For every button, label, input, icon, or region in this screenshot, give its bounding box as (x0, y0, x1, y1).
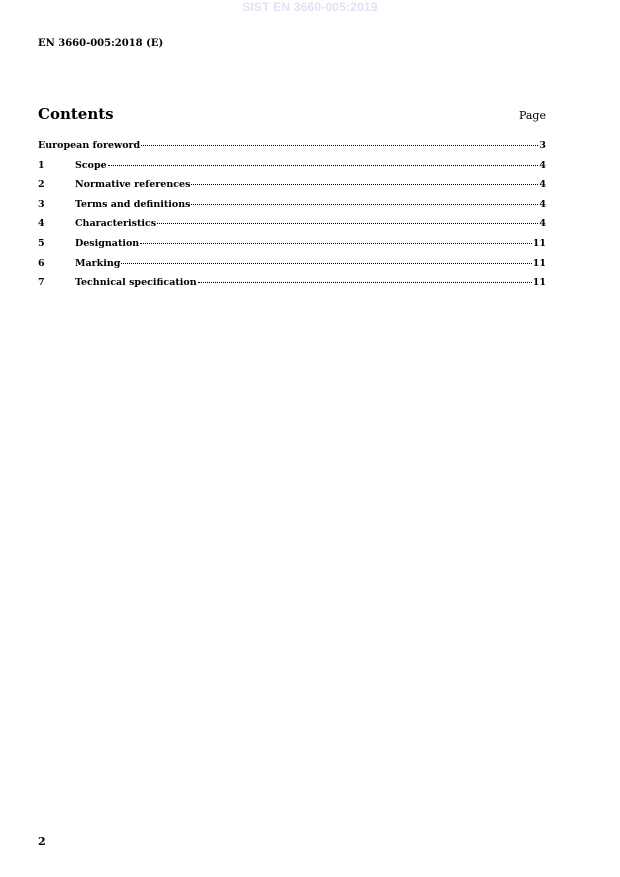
toc-entry-page: 4 (539, 179, 546, 191)
toc-entry-title: Scope (75, 159, 107, 171)
toc-entry-page: 3 (539, 140, 546, 151)
toc-entry-title: Characteristics (75, 218, 157, 230)
toc-entry-number: 1 (38, 159, 45, 171)
toc-entry-number: 7 (38, 277, 45, 289)
toc-entry-title: Technical specification (75, 277, 197, 289)
toc-entry-page: 11 (532, 257, 546, 269)
toc-dot-leader (191, 184, 538, 185)
toc-entry-characteristics[interactable] (38, 218, 546, 238)
toc-entry-terms-and-definitions[interactable] (38, 199, 546, 219)
toc-entry-title: European foreword (38, 140, 141, 151)
toc-entry-page: 11 (532, 237, 546, 249)
toc-dot-leader (108, 165, 539, 166)
toc-entry-page: 4 (539, 198, 546, 210)
toc-entry-designation[interactable] (38, 238, 546, 258)
page-number: 2 (38, 835, 46, 848)
toc-dot-leader (140, 243, 532, 244)
toc-dot-leader (157, 223, 538, 224)
toc-entry-number: 4 (38, 218, 45, 230)
toc-entry-technical-specification[interactable] (38, 277, 546, 297)
toc-entry-number: 5 (38, 237, 45, 249)
toc-entry-title: Normative references (75, 179, 191, 191)
toc-entry-title: Marking (75, 257, 121, 269)
toc-entry-page: 4 (539, 159, 546, 171)
toc-entry-normative-references[interactable] (38, 179, 546, 199)
toc-dot-leader (191, 204, 538, 205)
toc-entry-number: 6 (38, 257, 45, 269)
contents-heading: Contents (38, 105, 114, 123)
toc-entry-foreword[interactable] (38, 140, 546, 160)
watermark: SIST EN 3660-005:2019 (242, 0, 378, 14)
document-id: EN 3660-005:2018 (E) (38, 38, 164, 49)
toc-entry-page: 4 (539, 218, 546, 230)
toc-dot-leader (121, 263, 531, 264)
toc-entry-number: 3 (38, 198, 45, 210)
toc-dot-leader (141, 145, 538, 146)
toc-entry-page: 11 (532, 277, 546, 289)
toc-dot-leader (198, 282, 532, 283)
toc-entry-marking[interactable] (38, 258, 546, 278)
toc-entry-title: Terms and definitions (75, 198, 191, 210)
toc-entry-title: Designation (75, 237, 140, 249)
toc-entry-number: 2 (38, 179, 45, 191)
table-of-contents (38, 140, 546, 297)
toc-entry-scope[interactable] (38, 160, 546, 180)
page-column-label: Page (518, 109, 546, 122)
